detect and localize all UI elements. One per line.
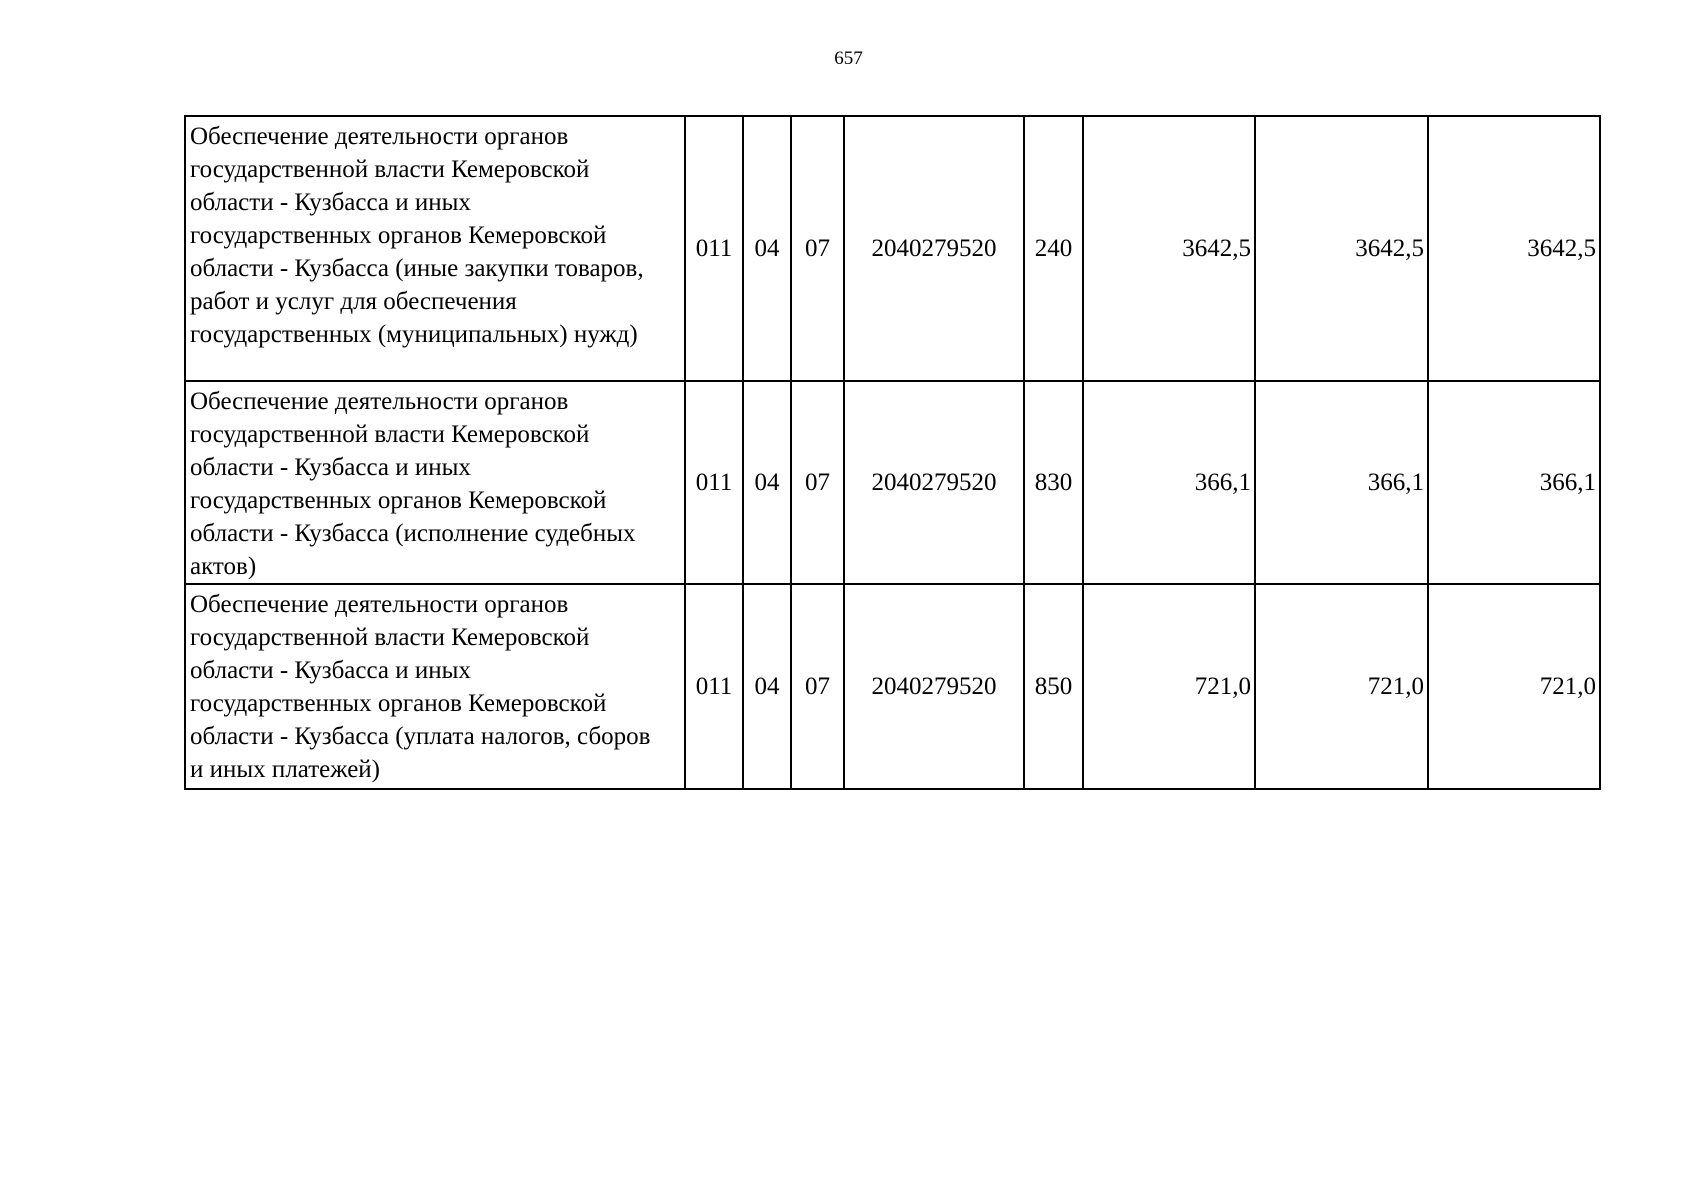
page-number: 657 (834, 48, 863, 69)
description-line: актов) (190, 553, 257, 580)
description-cell (185, 116, 685, 381)
ministry-code-cell: 011 (685, 381, 743, 584)
description-line: государственных (муниципальных) нужд) (190, 321, 638, 348)
description-line: Обеспечение деятельности органов (190, 388, 569, 415)
amount-cell-2: 366,1 (1255, 381, 1428, 584)
expense-type-cell: 850 (1024, 584, 1083, 789)
expense-type-cell: 830 (1024, 381, 1083, 584)
target-item-cell: 2040279520 (844, 584, 1024, 789)
section-code-cell: 04 (743, 584, 791, 789)
description-line: государственной власти Кемеровской (190, 156, 590, 183)
table-row (185, 381, 1600, 584)
description-line: государственных органов Кемеровской (190, 690, 607, 717)
amount-cell-1: 721,0 (1083, 584, 1255, 789)
description-line: и иных платежей) (190, 756, 381, 783)
section-code-cell: 04 (743, 116, 791, 381)
table-row (185, 116, 1600, 381)
target-item-cell: 2040279520 (844, 381, 1024, 584)
amount-cell-3: 366,1 (1428, 381, 1600, 584)
target-item-cell: 2040279520 (844, 116, 1024, 381)
section-code-cell: 04 (743, 381, 791, 584)
description-line: государственных органов Кемеровской (190, 487, 607, 514)
subsection-code-cell: 07 (791, 381, 844, 584)
amount-cell-2: 3642,5 (1255, 116, 1428, 381)
amount-cell-1: 3642,5 (1083, 116, 1255, 381)
amount-cell-3: 721,0 (1428, 584, 1600, 789)
description-cell (185, 584, 685, 789)
budget-table (184, 115, 1601, 790)
description-line: области - Кузбасса (иные закупки товаров, (190, 255, 644, 282)
description-line: работ и услуг для обеспечения (190, 288, 517, 315)
description-line: Обеспечение деятельности органов (190, 123, 569, 150)
expense-type-cell: 240 (1024, 116, 1083, 381)
subsection-code-cell: 07 (791, 116, 844, 381)
description-line: области - Кузбасса (исполнение судебных (190, 520, 636, 547)
description-cell (185, 381, 685, 584)
description-line: государственных органов Кемеровской (190, 222, 607, 249)
description-line: государственной власти Кемеровской (190, 624, 590, 651)
description-line: области - Кузбасса и иных (190, 454, 471, 481)
amount-cell-2: 721,0 (1255, 584, 1428, 789)
description-line: государственной власти Кемеровской (190, 421, 590, 448)
description-line: области - Кузбасса и иных (190, 189, 471, 216)
ministry-code-cell: 011 (685, 584, 743, 789)
description-line: области - Кузбасса (уплата налогов, сборов (190, 723, 651, 750)
amount-cell-3: 3642,5 (1428, 116, 1600, 381)
ministry-code-cell: 011 (685, 116, 743, 381)
description-line: Обеспечение деятельности органов (190, 591, 569, 618)
table-row (185, 584, 1600, 789)
amount-cell-1: 366,1 (1083, 381, 1255, 584)
description-line: области - Кузбасса и иных (190, 657, 471, 684)
subsection-code-cell: 07 (791, 584, 844, 789)
